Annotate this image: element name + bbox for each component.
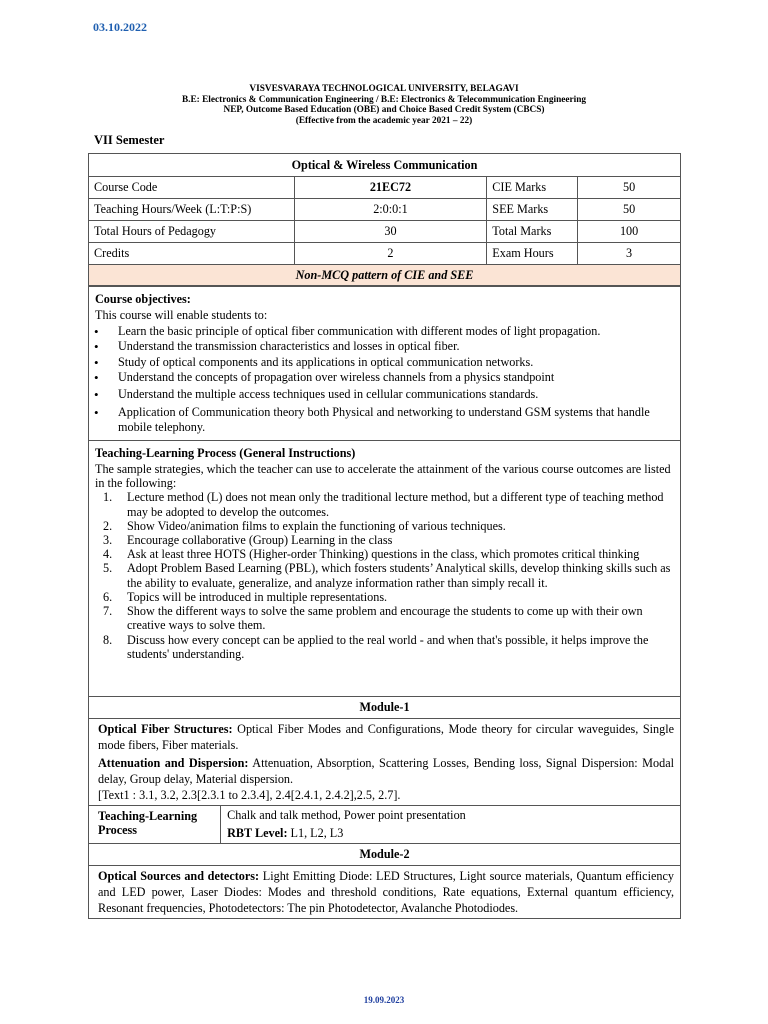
- module2-paragraph: Optical Sources and detectors: Light Emitting Diode: LED Structures, Light source materials, Quantum efficiency and LED power, Laser Diodes: Modes and threshold conditions, Rate equations, External quantum efficiency, Resonant frequencies, Photodetectors: The pin Photodetector, Avalanche Photodiodes.: [98, 868, 674, 915]
- document-header: [88, 84, 680, 126]
- course-code-label: Course Code: [89, 177, 295, 199]
- list-item: 6. Topics will be introduced in multiple representations.: [103, 589, 388, 604]
- teaching-heading: Teaching-Learning Process (General Instructions): [95, 445, 356, 460]
- module1-paragraph: Optical Fiber Structures: Optical Fiber Modes and Configurations, Mode theory for circular waveguides, Single mode fibers, Fiber materials.: [98, 721, 674, 752]
- program-name: B.E: Electronics & Communication Engineering / B.E: Electronics & Telecommunication Engineering: [181, 94, 587, 105]
- pattern-row: [89, 265, 681, 286]
- table-row: [89, 243, 681, 265]
- table-row: [89, 221, 681, 243]
- list-item: 8. Discuss how every concept can be applied to the real world - and when that's possible, it helps improve the students' understanding.: [103, 632, 649, 661]
- list-item: • Learn the basic principle of optical fiber communication with different modes of light propagation.: [95, 324, 674, 339]
- tlp-method: Chalk and talk method, Power point presentation: [227, 807, 466, 822]
- list-item: 1. Lecture method (L) does not mean only the traditional lecture method, but a different type of teaching method may be adopted to develop the outcomes.: [103, 490, 664, 519]
- teaching-hours-label: Teaching Hours/Week (L:T:P:S): [89, 199, 295, 221]
- effective-year: (Effective from the academic year 2021 – 22): [295, 115, 473, 126]
- module1-tlp-row: [89, 805, 681, 843]
- see-marks-value: 50: [578, 199, 681, 221]
- teaching-hours-value: 2:0:0:1: [294, 199, 487, 221]
- module2-content-row: [89, 865, 681, 918]
- module2-content: [89, 865, 681, 918]
- exam-hours-label: Exam Hours: [487, 243, 578, 265]
- table-row: [89, 199, 681, 221]
- list-item: 3. Encourage collaborative (Group) Learning in the class: [103, 533, 393, 548]
- module1-title: Module-1: [89, 696, 681, 718]
- semester-label: VII Semester: [94, 133, 165, 147]
- university-name: VISVESVARAYA TECHNOLOGICAL UNIVERSITY, BELAGAVI: [249, 84, 519, 94]
- list-item: • Study of optical components and its applications in optical communication networks.: [95, 355, 674, 370]
- tlp-content: [221, 805, 681, 843]
- teaching-list: [95, 490, 674, 660]
- objectives-heading: Course objectives:: [95, 292, 191, 306]
- list-item: 5. Adopt Problem Based Learning (PBL), which fosters students’ Analytical skills, develop thinking skills such as the ability to evaluate, generalize, and analyze information rather than simply recall it.: [103, 561, 671, 590]
- list-item: • Understand the multiple access techniques used in cellular communications standards.: [95, 387, 674, 402]
- exam-pattern: Non-MCQ pattern of CIE and SEE: [89, 265, 681, 286]
- course-code-value: 21EC72: [294, 177, 487, 199]
- date-bottom: 19.09.2023: [363, 995, 405, 1005]
- credits-value: 2: [294, 243, 487, 265]
- list-item: 4. Ask at least three HOTS (Higher-order Thinking) questions in the class, which promotes critical thinking: [103, 547, 640, 562]
- module2-title: Module-2: [89, 843, 681, 865]
- see-marks-label: SEE Marks: [487, 199, 578, 221]
- course-info-table: [88, 153, 681, 286]
- module1-paragraph: Attenuation and Dispersion: Attenuation, Absorption, Scattering Losses, Bending loss, Signal Dispersion: Modal delay, Group delay, Material dispersion.: [98, 755, 674, 786]
- list-item: 7. Show the different ways to solve the same problem and encourage the students to come up with their own creative ways to solve them.: [103, 604, 643, 633]
- list-item: • Understand the transmission characteristics and losses in optical fiber.: [95, 339, 674, 354]
- objectives-list: [95, 324, 674, 436]
- objectives-section: [89, 287, 681, 441]
- module1-content: [89, 718, 681, 805]
- course-content-table: [88, 286, 681, 919]
- objectives-row: [89, 287, 681, 441]
- list-item: • Application of Communication theory both Physical and networking to understand GSM systems that handle mobile telephony.: [95, 405, 674, 436]
- list-item: 2. Show Video/animation films to explain the functioning of various techniques.: [103, 518, 506, 533]
- table-row: [89, 177, 681, 199]
- module1-heading-row: [89, 696, 681, 718]
- scheme-name: NEP, Outcome Based Education (OBE) and Choice Based Credit System (CBCS): [223, 105, 545, 116]
- module1-content-row: [89, 718, 681, 805]
- total-marks-value: 100: [578, 221, 681, 243]
- course-title: Optical & Wireless Communication: [89, 154, 681, 177]
- cie-marks-value: 50: [578, 177, 681, 199]
- teaching-section: [89, 440, 681, 696]
- objectives-intro: This course will enable students to:: [95, 308, 268, 323]
- tlp-label: Teaching-Learning Process: [89, 805, 221, 843]
- date-top: 03.10.2022: [93, 20, 147, 34]
- teaching-row: [89, 440, 681, 696]
- course-title-row: [89, 154, 681, 177]
- total-marks-label: Total Marks: [487, 221, 578, 243]
- credits-label: Credits: [89, 243, 295, 265]
- list-item: • Understand the concepts of propagation over wireless channels from a physics standpoint: [95, 370, 674, 385]
- exam-hours-value: 3: [578, 243, 681, 265]
- rbt-level: RBT Level: L1, L2, L3: [227, 825, 344, 840]
- pedagogy-hours-label: Total Hours of Pedagogy: [89, 221, 295, 243]
- pedagogy-hours-value: 30: [294, 221, 487, 243]
- module2-heading-row: [89, 843, 681, 865]
- module1-reference: [Text1 : 3.1, 3.2, 2.3[2.3.1 to 2.3.4], 2.4[2.4.1, 2.4.2],2.5, 2.7].: [98, 787, 401, 802]
- teaching-intro: The sample strategies, which the teacher can use to accelerate the attainment of the various course outcomes are listed in the following:: [95, 462, 671, 491]
- cie-marks-label: CIE Marks: [487, 177, 578, 199]
